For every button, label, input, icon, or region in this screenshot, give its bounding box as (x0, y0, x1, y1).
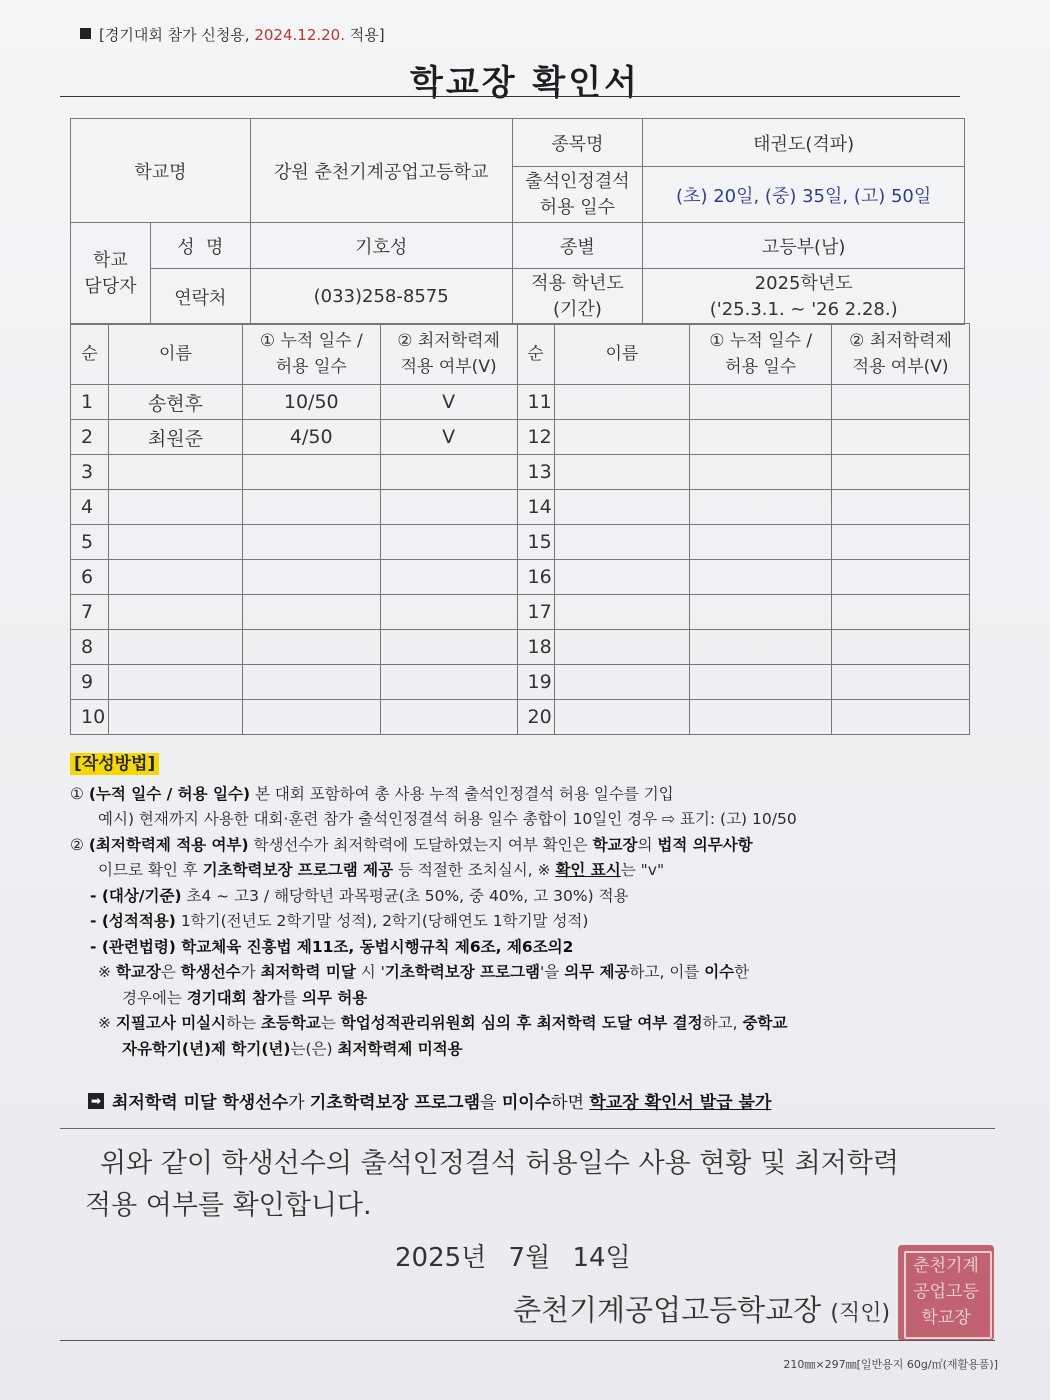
absence-days (690, 665, 832, 700)
absence-days (690, 630, 832, 665)
row-number: 12 (517, 420, 554, 455)
absence-days (242, 630, 380, 665)
col-min-header: ② 최저학력제 적용 여부(V) (380, 324, 517, 385)
bullet-target: - (대상/기준) 초4 ~ 고3 / 해당학년 과목평균(초 50%, 중 40%, 고 30%) 적용 (90, 886, 629, 905)
table-row (71, 560, 970, 595)
absence-label: 출석인정결석 허용 일수 (512, 167, 643, 223)
absence-days (690, 525, 832, 560)
min-grade-check (380, 525, 517, 560)
min-grade-check (380, 630, 517, 665)
row-number: 6 (71, 560, 109, 595)
min-grade-check (380, 595, 517, 630)
name-value: 기호성 (250, 223, 512, 269)
student-name (108, 700, 242, 735)
student-name (554, 420, 690, 455)
col-name-header: 이름 (108, 324, 242, 385)
min-grade-check (832, 490, 970, 525)
min-grade-check (832, 630, 970, 665)
division-label: 종별 (512, 223, 643, 269)
absence-days (242, 700, 380, 735)
student-name (108, 525, 242, 560)
manager-label: 학교 담당자 (71, 223, 151, 325)
min-grade-check (832, 595, 970, 630)
table-row (71, 420, 970, 455)
row-number: 11 (517, 385, 554, 420)
row-number: 7 (71, 595, 109, 630)
table-row (71, 525, 970, 560)
col-no-header: 순 (71, 324, 109, 385)
event-value: 태권도(격파) (643, 119, 965, 167)
student-name (554, 525, 690, 560)
application-note: [경기대회 참가 신청용, 2024.12.20. 적용] (80, 24, 385, 45)
absence-days: 10/50 (242, 385, 380, 420)
section-divider (60, 1128, 995, 1129)
instructions-title: [작성방법] (70, 753, 159, 775)
note-date: 2024.12.20. (254, 26, 345, 44)
table-row (71, 700, 970, 735)
school-info-table (70, 118, 965, 325)
student-name (554, 385, 690, 420)
student-name (554, 700, 690, 735)
min-grade-check (380, 490, 517, 525)
student-name (108, 560, 242, 595)
student-name (108, 595, 242, 630)
table-row (71, 665, 970, 700)
absence-days (242, 595, 380, 630)
event-label: 종목명 (512, 119, 643, 167)
absence-days (242, 455, 380, 490)
division-value: 고등부(남) (643, 223, 965, 269)
row-number: 19 (517, 665, 554, 700)
row-number: 14 (517, 490, 554, 525)
school-value: 강원 춘천기계공업고등학교 (250, 119, 512, 223)
absence-days (690, 385, 832, 420)
row-number: 18 (517, 630, 554, 665)
title-divider (60, 96, 960, 97)
table-row (71, 630, 970, 665)
min-grade-check (380, 665, 517, 700)
student-name (108, 490, 242, 525)
student-name (108, 455, 242, 490)
row-number: 16 (517, 560, 554, 595)
min-grade-check (832, 525, 970, 560)
absence-days (242, 490, 380, 525)
col-no-header-right: 순 (517, 324, 554, 385)
paper-spec-note: 210㎜×297㎜[일반용지 60g/㎡(재활용품)] (783, 1358, 998, 1371)
student-name (554, 560, 690, 595)
row-number: 4 (71, 490, 109, 525)
note-2: ※ 지필고사 미실시하는 초등학교는 학업성적관리위원회 심의 후 최저학력 도달 여부 결정하고, 중학교 (98, 1014, 788, 1032)
student-roster-table (70, 323, 970, 735)
official-seal-stamp: 춘천기계공업고등학교장 (898, 1245, 994, 1341)
col-days-header-right: ① 누적 일수 / 허용 일수 (690, 324, 832, 385)
contact-value: (033)258-8575 (250, 269, 512, 325)
min-grade-check (832, 700, 970, 735)
absence-days (242, 560, 380, 595)
name-label: 성 명 (150, 223, 250, 269)
row-number: 10 (71, 700, 109, 735)
writing-instructions (70, 752, 990, 1062)
min-grade-check (832, 665, 970, 700)
absence-days (690, 455, 832, 490)
instruction-1-example: 예시) 현재까지 사용한 대회·훈련 참가 출석인정결석 허용 일수 총합이 10일인 경우 ⇨ 표기: (고) 10/50 (98, 810, 797, 828)
min-grade-check (832, 420, 970, 455)
instruction-1: ① (누적 일수 / 허용 일수) 본 대회 포함하여 총 사용 누적 출석인정결석 허용 일수를 기입 (70, 784, 674, 803)
row-number: 17 (517, 595, 554, 630)
table-row (71, 490, 970, 525)
student-name (108, 630, 242, 665)
note-1: ※ 학교장은 학생선수가 최저학력 미달 시 '기초학력보장 프로그램'을 의무 제공하고, 이를 이수한 (98, 963, 750, 981)
col-min-header-right: ② 최저학력제 적용 여부(V) (832, 324, 970, 385)
student-name (554, 455, 690, 490)
min-grade-check (832, 385, 970, 420)
issue-date: 2025년 7월 14일 (395, 1243, 631, 1273)
absence-days: 4/50 (242, 420, 380, 455)
row-number: 2 (71, 420, 109, 455)
bullet-grades: - (성적적용) 1학기(전년도 2학기말 성적), 2학기(당해연도 1학기말 성적) (90, 912, 589, 930)
min-grade-check (380, 700, 517, 735)
row-number: 1 (71, 385, 109, 420)
instruction-2-line2: 이므로 확인 후 기초학력보장 프로그램 제공 등 적절한 조치실시, ※ 확인 표시는 "v" (98, 861, 665, 879)
student-name (554, 595, 690, 630)
absence-days (690, 700, 832, 735)
school-label: 학교명 (71, 119, 251, 223)
min-grade-check (380, 560, 517, 595)
student-name: 최원준 (108, 420, 242, 455)
year-value: 2025학년도 ('25.3.1. ~ '26 2.28.) (643, 269, 965, 325)
final-warning: ➡ 최저학력 미달 학생선수가 기초학력보장 프로그램을 미이수하면 학교장 확인서 발급 불가 (88, 1088, 771, 1113)
student-name (554, 490, 690, 525)
min-grade-check: V (380, 420, 517, 455)
bottom-divider (60, 1340, 995, 1341)
row-number: 3 (71, 455, 109, 490)
row-number: 13 (517, 455, 554, 490)
square-bullet-icon (80, 28, 91, 39)
absence-days (690, 420, 832, 455)
min-grade-check: V (380, 385, 517, 420)
bullet-laws: - (관련법령) 학교체육 진흥법 제11조, 동법시행규칙 제6조, 제6조의2 (90, 937, 574, 956)
absence-days (690, 595, 832, 630)
row-number: 8 (71, 630, 109, 665)
absence-days (242, 525, 380, 560)
year-label: 적용 학년도 (기간) (512, 269, 643, 325)
row-number: 5 (71, 525, 109, 560)
col-days-header: ① 누적 일수 / 허용 일수 (242, 324, 380, 385)
absence-days (690, 560, 832, 595)
roster-header-row (71, 324, 970, 385)
table-row (71, 385, 970, 420)
student-name (554, 665, 690, 700)
student-name (108, 665, 242, 700)
table-row (71, 455, 970, 490)
contact-label: 연락처 (150, 269, 250, 325)
table-row (71, 595, 970, 630)
absence-days (690, 490, 832, 525)
note-2-line2: 자유학기(년)제 학기(년)는(은) 최저학력제 미적용 (122, 1039, 463, 1058)
note-1-line2: 경우에는 경기대회 참가를 의무 허용 (122, 988, 368, 1007)
min-grade-check (832, 455, 970, 490)
col-name-header-right: 이름 (554, 324, 690, 385)
min-grade-check (832, 560, 970, 595)
instruction-2: ② (최저학력제 적용 여부) 학생선수가 최저학력에 도달하였는지 여부 확인은 학교장의 법적 의무사항 (70, 835, 753, 854)
row-number: 20 (517, 700, 554, 735)
principal-name: 춘천기계공업고등학교장 (직인) (513, 1293, 891, 1327)
row-number: 9 (71, 665, 109, 700)
page-title: 학교장 확인서 (410, 63, 640, 103)
student-name: 송현후 (108, 385, 242, 420)
absence-days (242, 665, 380, 700)
absence-value: (초) 20일, (중) 35일, (고) 50일 (643, 167, 965, 223)
min-grade-check (380, 455, 517, 490)
arrow-box-icon: ➡ (88, 1093, 104, 1109)
student-name (554, 630, 690, 665)
confirmation-statement: 위와 같이 학생선수의 출석인정결석 허용일수 사용 현황 및 최저학력 적용 여부를 확인합니다. (85, 1148, 899, 1221)
row-number: 15 (517, 525, 554, 560)
